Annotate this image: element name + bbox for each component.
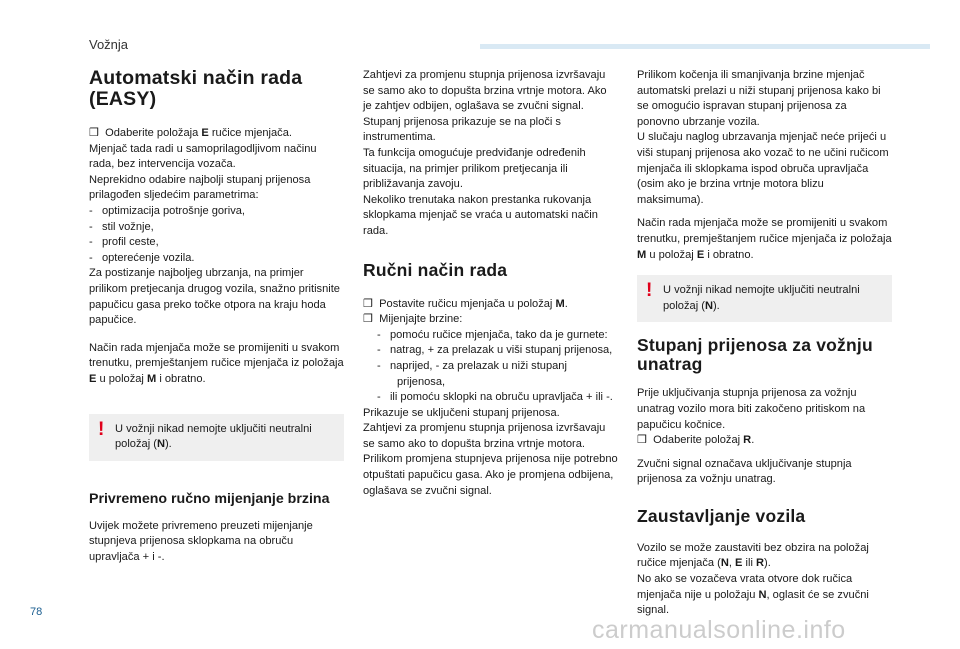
list-item: - opterećenje vozila. — [89, 251, 195, 264]
column-2 — [363, 68, 618, 507]
heading-easy: Automatski način rada (EASY) — [89, 67, 303, 110]
list-item: - ili pomoću sklopki na obruču upravljača + ili -. — [377, 391, 613, 404]
list-item: - naprijed, - za prelazak u niži stupanj prijenosa, — [377, 359, 567, 388]
paragraph: Zvučni signal označava uključivanje stupnja prijenosa za vožnju unatrag. — [637, 457, 852, 486]
paragraph: Način rada mjenjača može se promijeniti u svakom trenutku, premještanjem ručice mjenjača iz položaja M u položaj E i obratno. — [637, 217, 892, 261]
warning-icon: ! — [98, 418, 105, 440]
page-number: 78 — [30, 606, 43, 618]
section-title: Vožnja — [89, 37, 129, 52]
heading-manual: Ručni način rada — [363, 259, 508, 280]
column-3 — [637, 68, 892, 627]
list-item: - profil ceste, — [89, 236, 159, 249]
paragraph: Vozilo se može zaustaviti bez obzira na položaj ručice mjenjača (N, E ili R). No ako se vozačeva vrata otvore dok ručica mjenjača nije u položaju N, oglasit će se zvučni signal. — [637, 541, 869, 617]
heading-reverse: Stupanj prijenosa za vožnju unatrag — [637, 335, 873, 375]
list-item: - optimizacija potrošnje goriva, — [89, 204, 246, 217]
bullet-icon: ❒ — [89, 127, 99, 139]
paragraph: Za postizanje najboljeg ubrzanja, na primjer prilikom pretjecanja drugog vozila, snažno pritisnite papučicu gasa preko točke otpora na kraju hoda papučice. — [89, 267, 340, 327]
bullet-icon: ❒ — [363, 313, 373, 326]
select-e-step: ❒ Odaberite položaja E ručice mjenjača. Mjenjač tada radi u samoprilagodljivom načinu rada, bez intervencija vozača. Neprekidno odabire najbolji stupanj prijenosa prilagođen sljedećim parametrima: - optimizacija potrošnje goriva, - stil vožnje, - profil ceste, - opterećenje vozila. Za postizanje najboljeg ubrzanja, na primjer prilikom pretjecanja drugog vozila, snažno pritisnite papučicu gasa preko točke otpora na kraju hoda papučice. — [89, 127, 340, 327]
column-1 — [89, 68, 344, 573]
paragraph: Uvijek možete privremeno preuzeti mijenjanje stupnjeva prijenosa sklopkama na obruču upravljača + i -. — [89, 519, 313, 563]
header-bar — [480, 44, 930, 49]
warning-box: ! U vožnji nikad nemojte uključiti neutralni položaj (N). — [89, 414, 344, 461]
warning-box: ! U vožnji nikad nemojte uključiti neutralni položaj (N). — [637, 275, 892, 322]
paragraph: Način rada mjenjača može se promijeniti u svakom trenutku, premještanjem ručice mjenjača iz položaja E u položaj M i obratno. — [89, 341, 344, 385]
bullet-icon: ❒ — [637, 434, 647, 447]
paragraph: Mjenjač tada radi u samoprilagodljivom načinu rada, bez intervencija vozača. — [89, 142, 317, 171]
list-item: - pomoću ručice mjenjača, tako da je gurnete: — [377, 328, 608, 341]
list-item: - natrag, + za prelazak u viši stupanj prijenosa, — [377, 344, 613, 357]
heading-stopping: Zaustavljanje vozila — [637, 505, 806, 526]
heading-temporary-manual: Privremeno ručno mijenjanje brzina — [89, 490, 330, 507]
paragraph: Zahtjevi za promjenu stupnja prijenosa izvršavaju se samo ako to dopušta brzina vrtnje motora. Ako je zahtjev odbijen, oglašava se zvučni signal. Stupanj prijenosa prikazuje se na ploči s instrumentima. Ta funkcija omogućuje predviđanje određenih situacija, na primjer prilikom pretjecanja ili približavanja zavoju. Nekoliko trenutaka nakon prestanka rukovanja sklopkama mjenjač se vraća u automatski način rada. — [363, 69, 607, 237]
paragraph: Prije uključivanja stupnja prijenosa za vožnju unatrag vozilo mora biti zakočeno pritiskom na papučicu kočnice. ❒ Odaberite položaj R. — [637, 387, 866, 447]
warning-icon: ! — [646, 280, 653, 302]
paragraph: Prilikom kočenja ili smanjivanja brzine mjenjač automatski prelazi u niži stupanj prijenosa kako bi se omogućio ispravan stupanj prijenosa za ponovno ubrzanje vozila. U slučaju naglog ubrzavanja mjenjač neće prijeći u viši stupanj prijenosa ako vozač to ne učini ručicom mjenjača ili sklopkama ispod obruča upravljača (osim ako je brzina vrtnje motora blizu maksimuma). — [637, 69, 889, 206]
bullet-icon: ❒ — [363, 297, 373, 310]
watermark: carmanualsonline.info — [592, 616, 846, 644]
paragraph: Neprekidno odabire najbolji stupanj prijenosa prilagođen sljedećim parametrima: — [89, 173, 311, 202]
list-item: - stil vožnje, — [89, 220, 154, 233]
manual-steps: ❒ Postavite ručicu mjenjača u položaj M. ❒ Mijenjajte brzine: - pomoću ručice mjenjača, tako da je gurnete: - natrag, + za prelazak u viši stupanj prijenosa, - naprijed, - za prelazak u niži stupanj prijenosa, - ili pomoću sklopki na obruču upravljača + ili -. Prikazuje se uključeni stupanj prijenosa. Zahtjevi za promjenu stupnja prijenosa izvršavaju se samo ako to dopušta brzina vrtnje motora. Prilikom promjena stupnjeva prijenosa nije potrebno otpuštati papučicu gasa. Ako je promjena odbijena, oglašava se zvučni signal. — [363, 297, 618, 497]
